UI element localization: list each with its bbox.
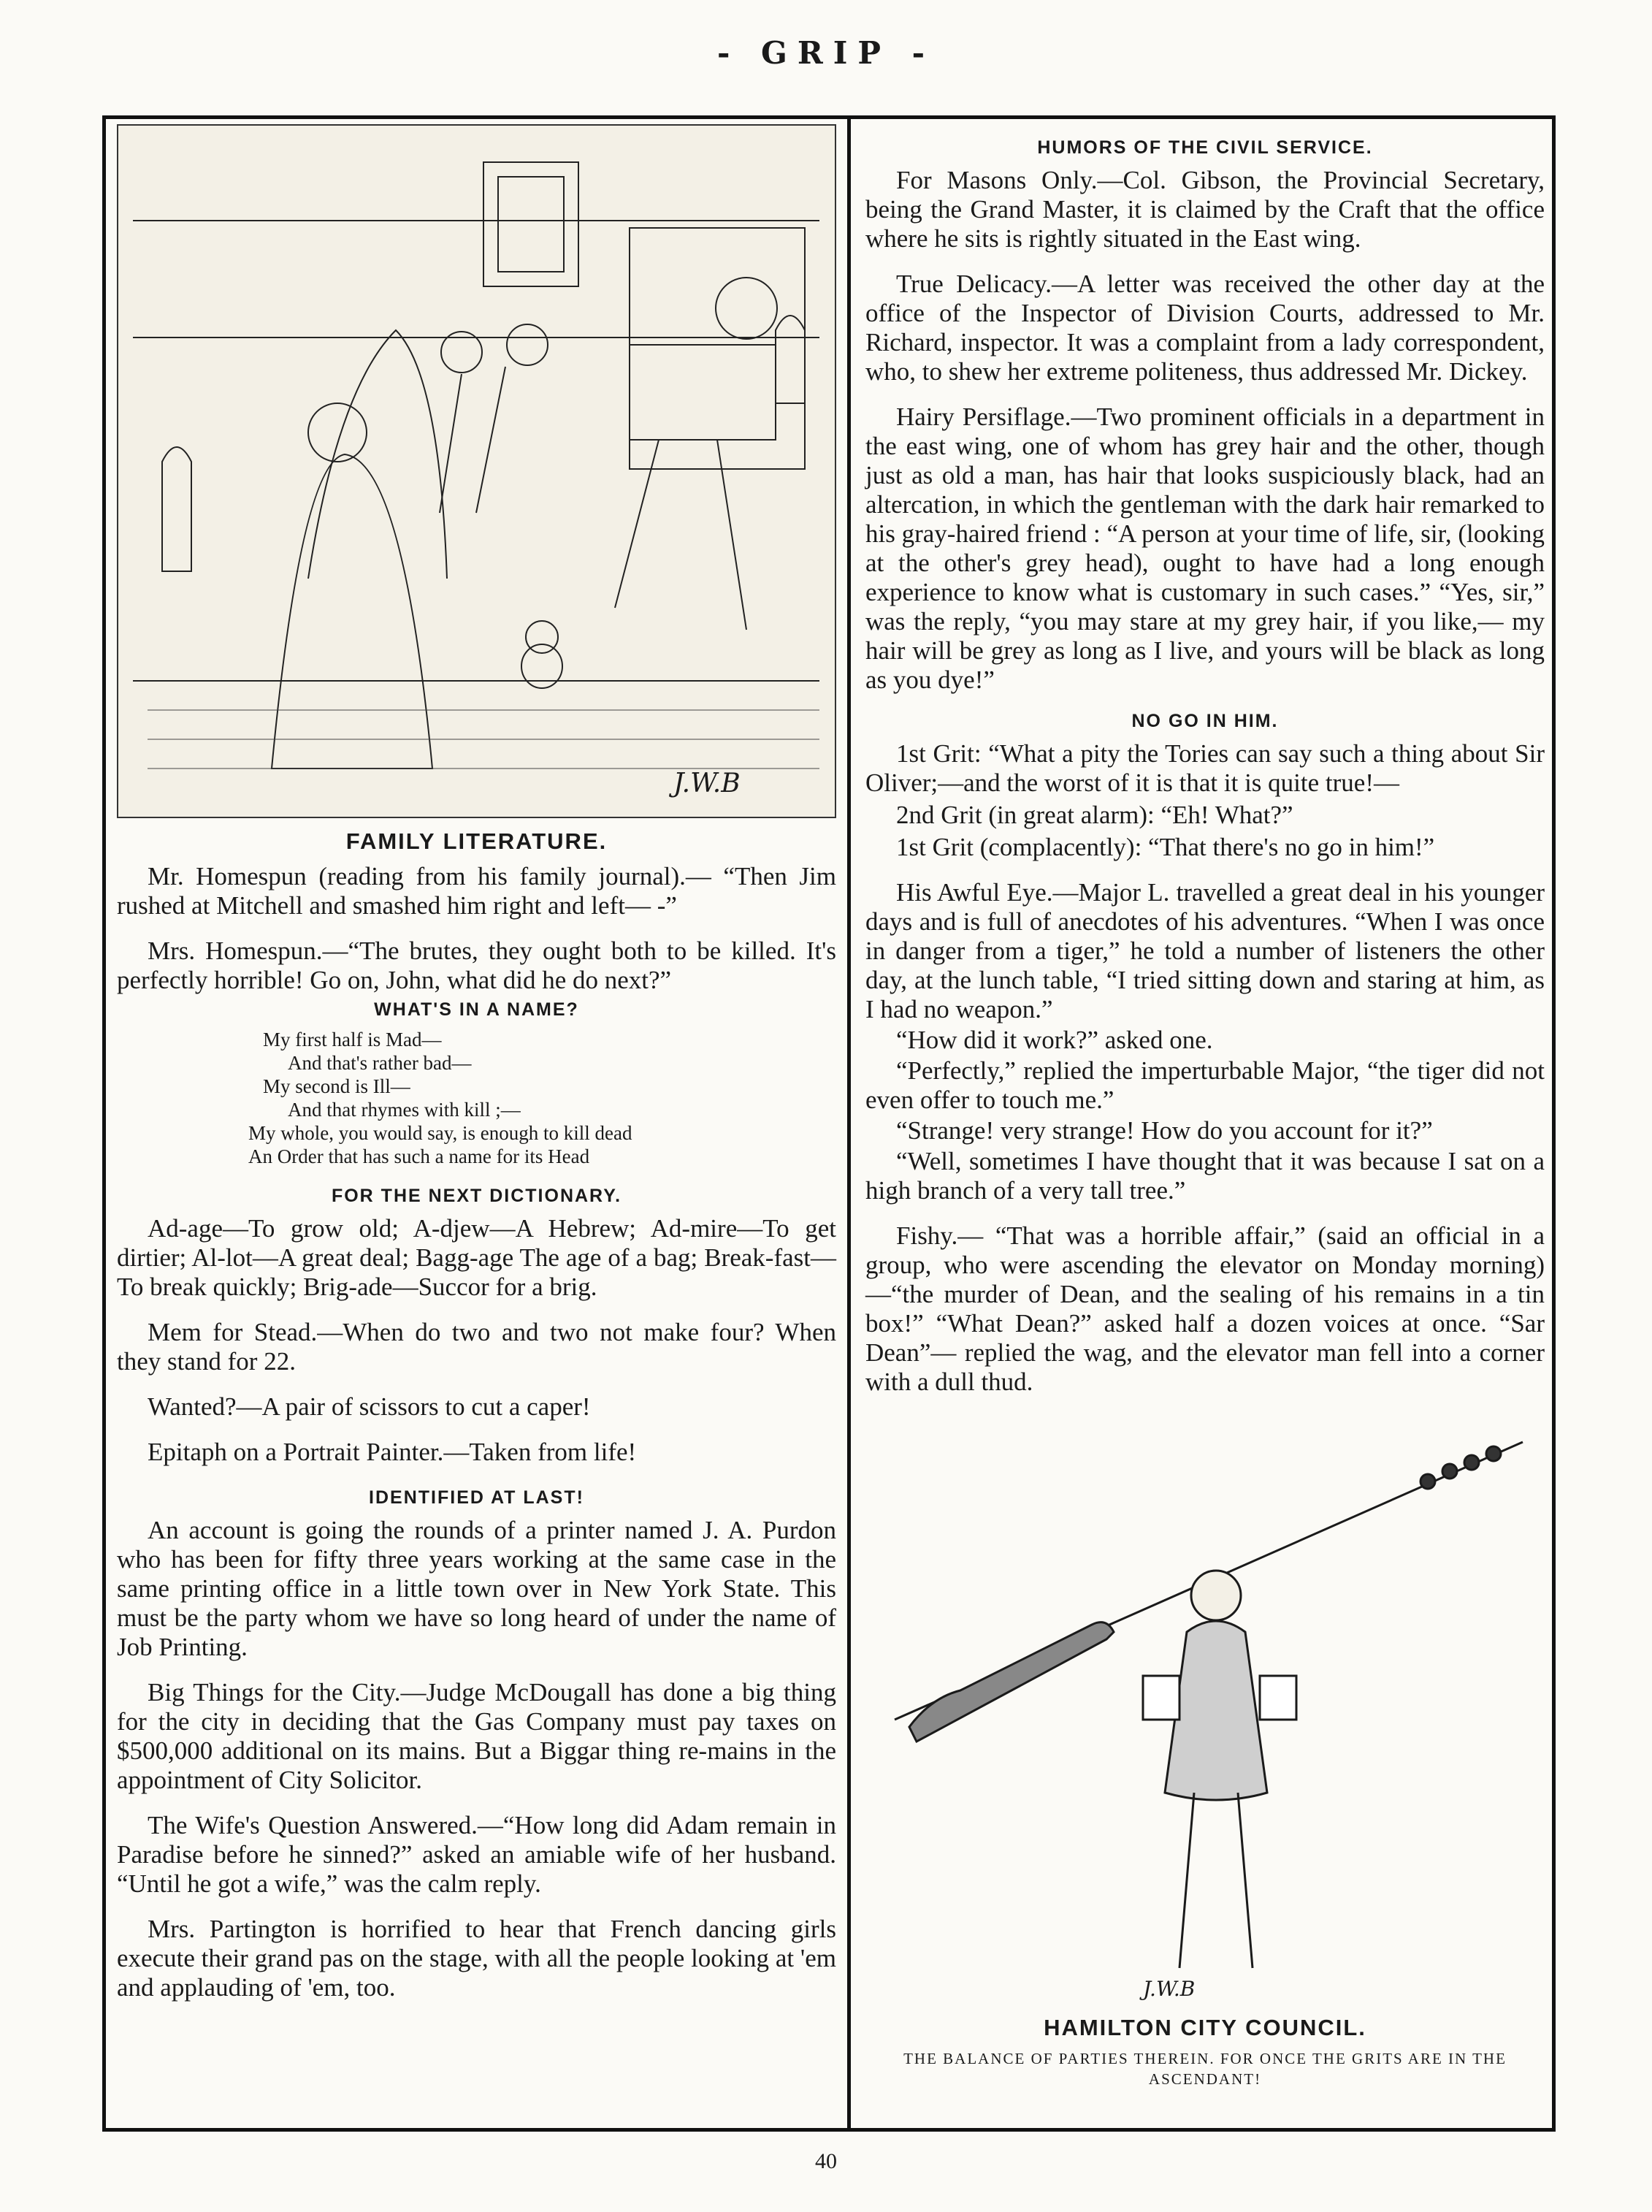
big-things-p: Big Things for the City.—Judge McDougall has done a big thing for the city in deciding that the Gas Company must pay taxes on $500,000 additional on its mains. But a Biggar thing re-mains in the appointment of City Solicitor.: [117, 1678, 836, 1794]
next-dictionary-p2: Mem for Stead.—When do two and two not make four? When they stand for 22.: [117, 1318, 836, 1376]
illustration-signature: J.W.B: [673, 769, 741, 798]
family-literature-p2: Mrs. Homespun.—“The brutes, they ought both to be killed. It's perfectly horrible! Go on, John, what did he do next?”: [117, 937, 836, 994]
city-council-title: HAMILTON CITY COUNCIL.: [1044, 2015, 1366, 2040]
verse-line: My second is Ill—: [263, 1075, 410, 1097]
council-signature: J.W.B: [1143, 1977, 1196, 2001]
awful-eye-p4: “Strange! very strange! How do you account for it?”: [896, 1116, 1433, 1145]
awful-eye-p5: “Well, sometimes I have thought that it was because I sat on a high branch of a very tall tree.”: [865, 1147, 1545, 1205]
identified-title: IDENTIFIED AT LAST!: [369, 1487, 584, 1508]
family-scene-drawing: [118, 126, 835, 817]
wifes-question-p: The Wife's Question Answered.—“How long did Adam remain in Paradise before he sinned?” asked an amiable wife of her husband. “Until he got a wife,” was the calm reply.: [117, 1811, 836, 1898]
family-literature-illustration: [117, 124, 836, 818]
city-council-caption: THE BALANCE OF PARTIES THEREIN. FOR ONCE THE GRITS ARE IN THE ASCENDANT!: [903, 2050, 1507, 2088]
next-dictionary-p1: Ad-age—To grow old; A-djew—A Hebrew; Ad-mire—To get dirtier; Al-lot—A great deal; Bagg-age The age of a bag; Break-fast—To break quickly; Brig-ade—Succor for a brig.: [117, 1214, 836, 1301]
next-dictionary-p4: Epitaph on a Portrait Painter.—Taken from life!: [148, 1438, 637, 1466]
verse-line: My whole, you would say, is enough to kill dead: [248, 1122, 632, 1144]
awful-eye-p1: His Awful Eye.—Major L. travelled a great deal in his younger days and is full of anecdotes of his adventures. “When I was once in danger from a tiger,” he told a number of listeners the other day, at the lunch table, “I tried sitting down and staring at him, as I had no weapon.”: [865, 878, 1545, 1023]
civil-service-title: HUMORS OF THE CIVIL SERVICE.: [1037, 137, 1373, 158]
verse-line: An Order that has such a name for its Head: [248, 1145, 590, 1167]
awful-eye-p2: “How did it work?” asked one.: [896, 1026, 1213, 1054]
no-go-title: NO GO IN HIM.: [1131, 711, 1279, 731]
civil-service-p3: Hairy Persiflage.—Two prominent officials in a department in the east wing, one of whom has grey hair and the other, though just as old a man, has hair that looks suspiciously black, had an altercation, in which the gentleman with the dark hair remarked to his gray-haired friend : “A person at your time of life, sir, (looking at the other's grey head), ought to have had a long enough experience to know what is customary in such cases.” “Yes, sir,” was the reply, “you may stare at my grey hair, if you like,— my hair will be grey as long as I live, and yours will be black as long as you dye!”: [865, 403, 1545, 694]
identified-p1: An account is going the rounds of a printer named J. A. Purdon who has been for fifty three years working at the same case in the same printing office in a little town over in New York State. This must be the party whom we have so long heard of under the name of Job Printing.: [117, 1516, 836, 1661]
verse-line: And that rhymes with kill ;—: [288, 1099, 521, 1121]
awful-eye-p3: “Perfectly,” replied the imperturbable Major, “the tiger did not even offer to touch me.”: [865, 1056, 1545, 1114]
verse-line: And that's rather bad—: [288, 1052, 472, 1074]
no-go-line1: 1st Grit: “What a pity the Tories can say such a thing about Sir Oliver;—and the worst of it is that it is quite true!—: [865, 739, 1545, 797]
page-number: 40: [815, 2149, 837, 2173]
civil-service-p2: True Delicacy.—A letter was received the other day at the office of the Inspector of Division Courts, addressed to Mr. Richard, inspector. It was a complaint from a lady correspondent, who, to shew her extreme politeness, thus addressed Mr. Dickey.: [865, 270, 1545, 386]
family-literature-title: FAMILY LITERATURE.: [345, 828, 608, 854]
verse-line: My first half is Mad—: [263, 1029, 442, 1050]
balance-figure-drawing: [865, 1413, 1545, 2012]
fishy-p: Fishy.— “That was a horrible affair,” (said an official in a group, who were ascending the elevator on Monday morning)—“the murder of Dean, and the sealing of his remains in a tin box!” “What Dean?” asked half a dozen voices at once. “Sar Dean”— replied the wag, and the elevator man fell into a corner with a dull thud.: [865, 1221, 1545, 1396]
no-go-line2: 2nd Grit (in great alarm): “Eh! What?”: [896, 801, 1293, 829]
left-column: [117, 124, 836, 2018]
next-dictionary-title: FOR THE NEXT DICTIONARY.: [331, 1186, 622, 1206]
no-go-line3: 1st Grit (complacently): “That there's no go in him!”: [896, 833, 1435, 861]
whats-in-name-title: WHAT'S IN A NAME?: [374, 999, 579, 1020]
whats-in-name-verse: [248, 1028, 836, 1168]
right-column: [865, 124, 1545, 2089]
city-council-illustration: [865, 1413, 1545, 2012]
partington-p: Mrs. Partington is horrified to hear that French dancing girls execute their grand pas on the stage, with all the people looking at 'em and applauding of 'em, too.: [117, 1915, 836, 2002]
masthead: - GRIP -: [716, 35, 936, 71]
family-literature-p1: Mr. Homespun (reading from his family journal).— “Then Jim rushed at Mitchell and smashed him right and left— -”: [117, 862, 836, 920]
column-rule: [847, 115, 851, 2132]
next-dictionary-p3: Wanted?—A pair of scissors to cut a caper!: [148, 1392, 591, 1421]
civil-service-p1: For Masons Only.—Col. Gibson, the Provincial Secretary, being the Grand Master, it is claimed by the Craft that the office where he sits is rightly situated in the East wing.: [865, 166, 1545, 253]
